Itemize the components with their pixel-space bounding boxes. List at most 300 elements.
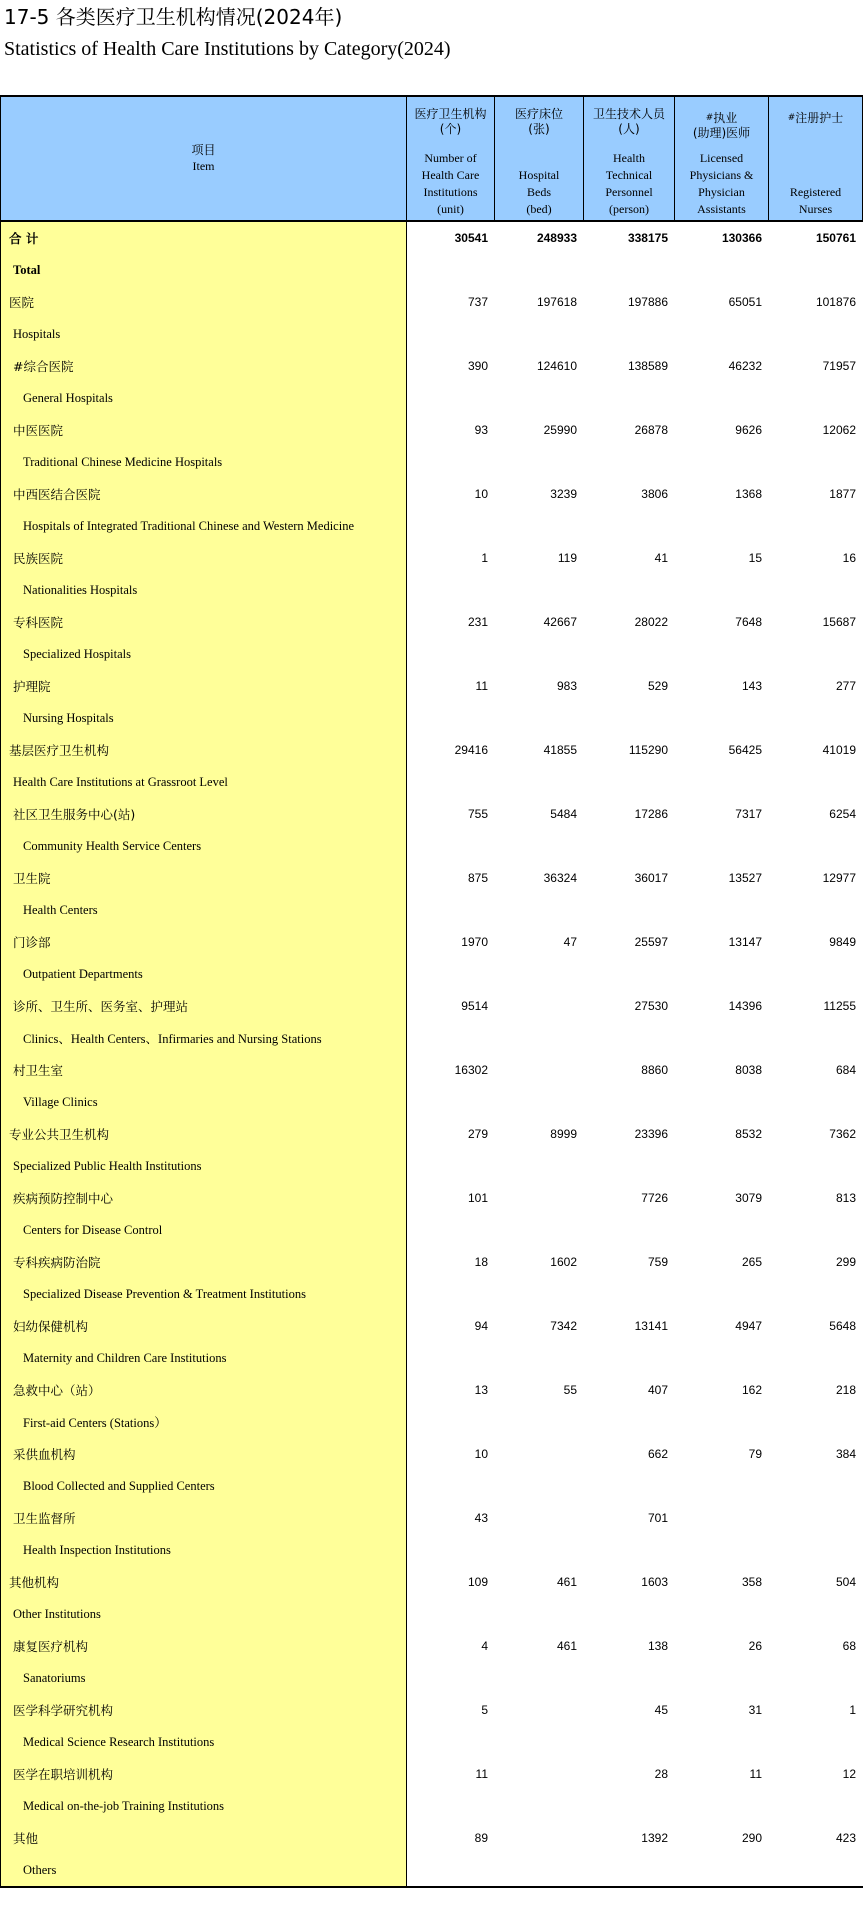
empty-cell [495, 1470, 584, 1502]
row-label-en: Nursing Hospitals [23, 710, 114, 725]
table-row-en [1, 1534, 863, 1566]
empty-cell [675, 1214, 769, 1246]
row-label-cn: 卫生监督所 [13, 1511, 76, 1526]
row-label-cn-cell [1, 542, 407, 574]
value-cell: 16 [769, 542, 863, 574]
row-label-en-cell [1, 254, 407, 286]
value-cell: 4947 [675, 1310, 769, 1342]
value-cell: 16302 [407, 1054, 495, 1086]
table-row-en [1, 1662, 863, 1694]
table-row [1, 1118, 863, 1150]
empty-cell [584, 766, 675, 798]
value-cell [769, 1502, 863, 1534]
row-label-en-cell [1, 1086, 407, 1118]
row-label-en-cell [1, 1534, 407, 1566]
empty-cell [769, 1086, 863, 1118]
value-cell: 93 [407, 414, 495, 446]
row-label-en: Nationalities Hospitals [23, 582, 138, 597]
value-cell: 11 [407, 670, 495, 702]
empty-cell [769, 1406, 863, 1438]
value-cell: 150761 [769, 221, 863, 254]
row-label-en-cell [1, 1278, 407, 1310]
row-label-en: Others [23, 1862, 57, 1877]
row-label-en-cell [1, 382, 407, 414]
value-cell [495, 1182, 584, 1214]
page-title-en: Statistics of Health Care Institutions by Category(2024) [4, 38, 451, 60]
empty-cell [769, 254, 863, 286]
empty-cell [675, 1790, 769, 1822]
value-cell: 65051 [675, 286, 769, 318]
row-label-cn-cell [1, 862, 407, 894]
empty-cell [769, 1598, 863, 1630]
header-nurses-cn [788, 111, 844, 126]
value-cell [495, 990, 584, 1022]
table-row [1, 1246, 863, 1278]
value-cell: 109 [407, 1566, 495, 1598]
header-nurses-mark: # [787, 113, 796, 123]
value-cell: 13527 [675, 862, 769, 894]
row-label-cn-cell [1, 350, 407, 382]
empty-cell [584, 702, 675, 734]
empty-cell [495, 1086, 584, 1118]
table-row [1, 1054, 863, 1086]
row-label-cn: 民族医院 [13, 551, 64, 566]
header-institutions-cn: 医疗卫生机构 (个) [414, 107, 487, 136]
value-cell: 1368 [675, 478, 769, 510]
value-cell: 218 [769, 1374, 863, 1406]
row-label-en: Traditional Chinese Medicine Hospitals [23, 454, 223, 469]
value-cell: 299 [769, 1246, 863, 1278]
value-cell: 43 [407, 1502, 495, 1534]
value-cell: 115290 [584, 734, 675, 766]
value-cell: 9514 [407, 990, 495, 1022]
empty-cell [769, 766, 863, 798]
table-row [1, 221, 863, 254]
row-label-cn-cell [1, 1374, 407, 1406]
row-label-en-cell [1, 958, 407, 990]
row-label-en: Maternity and Children Care Institutions [23, 1350, 227, 1365]
empty-cell [495, 638, 584, 670]
empty-cell [675, 1406, 769, 1438]
empty-cell [769, 318, 863, 350]
empty-cell [769, 510, 863, 542]
header-nurses-en: Registered Nurses [789, 185, 842, 216]
value-cell: 7342 [495, 1310, 584, 1342]
row-label-en: Other Institutions [13, 1606, 101, 1621]
empty-cell [584, 638, 675, 670]
value-cell: 26878 [584, 414, 675, 446]
empty-cell [584, 1790, 675, 1822]
table-row-en [1, 958, 863, 990]
empty-cell [675, 1086, 769, 1118]
page-title-cn: 17-5 各类医疗卫生机构情况(2024年) [4, 5, 343, 29]
table-row-en [1, 510, 863, 542]
value-cell: 130366 [675, 221, 769, 254]
value-cell: 79 [675, 1438, 769, 1470]
table-row [1, 1438, 863, 1470]
value-cell: 8999 [495, 1118, 584, 1150]
row-label-en: Health Care Institutions at Grassroot Level [13, 774, 228, 789]
empty-cell [407, 702, 495, 734]
empty-cell [675, 1022, 769, 1054]
empty-cell [407, 254, 495, 286]
row-label-en: Hospitals [13, 326, 61, 341]
value-cell: 29416 [407, 734, 495, 766]
empty-cell [495, 1598, 584, 1630]
table-row-en [1, 1278, 863, 1310]
value-cell: 55 [495, 1374, 584, 1406]
empty-cell [495, 830, 584, 862]
value-cell: 36017 [584, 862, 675, 894]
value-cell: 277 [769, 670, 863, 702]
value-cell: 1877 [769, 478, 863, 510]
header-physicians-cn-b: (助理)医师 [692, 126, 751, 140]
empty-cell [675, 1854, 769, 1887]
row-label-cn: 诊所、卫生所、医务室、护理站 [13, 999, 189, 1014]
empty-cell [495, 1406, 584, 1438]
value-cell: 1603 [584, 1566, 675, 1598]
row-label-en-cell [1, 1342, 407, 1374]
value-cell: 461 [495, 1566, 584, 1598]
empty-cell [675, 894, 769, 926]
empty-cell [407, 1662, 495, 1694]
value-cell: 13 [407, 1374, 495, 1406]
value-cell: 755 [407, 798, 495, 830]
row-label-en-cell [1, 1726, 407, 1758]
row-label-cn-cell [1, 1310, 407, 1342]
empty-cell [407, 382, 495, 414]
value-cell: 737 [407, 286, 495, 318]
value-cell: 3079 [675, 1182, 769, 1214]
empty-cell [407, 318, 495, 350]
row-label-en: Medical on-the-job Training Institutions [23, 1798, 225, 1813]
empty-cell [769, 1854, 863, 1887]
table-row [1, 1310, 863, 1342]
value-cell: 12062 [769, 414, 863, 446]
value-cell: 9626 [675, 414, 769, 446]
value-cell: 30541 [407, 221, 495, 254]
header-item-cn: 项目 [191, 143, 216, 157]
value-cell: 1970 [407, 926, 495, 958]
value-cell: 1 [769, 1694, 863, 1726]
value-cell: 5648 [769, 1310, 863, 1342]
row-label-en-cell [1, 1150, 407, 1182]
empty-cell [769, 446, 863, 478]
row-label-cn: #综合医院 [13, 359, 74, 374]
table-row [1, 1502, 863, 1534]
value-cell: 423 [769, 1822, 863, 1854]
value-cell [495, 1694, 584, 1726]
value-cell: 1392 [584, 1822, 675, 1854]
row-label-cn-cell [1, 1502, 407, 1534]
table-row-en [1, 638, 863, 670]
row-label-en: General Hospitals [23, 390, 113, 405]
value-cell [495, 1054, 584, 1086]
value-cell: 13147 [675, 926, 769, 958]
empty-cell [675, 702, 769, 734]
table-row-en [1, 1470, 863, 1502]
row-label-en: Outpatient Departments [23, 966, 143, 981]
value-cell: 41019 [769, 734, 863, 766]
empty-cell [495, 1022, 584, 1054]
table-row-en [1, 446, 863, 478]
table-row [1, 350, 863, 382]
empty-cell [675, 638, 769, 670]
empty-cell [584, 1214, 675, 1246]
header-beds [495, 96, 584, 221]
empty-cell [584, 254, 675, 286]
row-label-cn: 其他 [13, 1831, 39, 1846]
row-label-en: Sanatoriums [23, 1670, 86, 1685]
value-cell: 384 [769, 1438, 863, 1470]
row-label-cn: 中西医结合医院 [13, 487, 101, 502]
empty-cell [675, 382, 769, 414]
row-label-cn: 合 计 [9, 231, 39, 246]
value-cell: 338175 [584, 221, 675, 254]
empty-cell [769, 1150, 863, 1182]
value-cell: 504 [769, 1566, 863, 1598]
value-cell: 7362 [769, 1118, 863, 1150]
row-label-cn-cell [1, 798, 407, 830]
row-label-en-cell [1, 1854, 407, 1887]
value-cell: 279 [407, 1118, 495, 1150]
row-label-en: Specialized Hospitals [23, 646, 131, 661]
empty-cell [675, 318, 769, 350]
empty-cell [675, 574, 769, 606]
value-cell: 197886 [584, 286, 675, 318]
value-cell: 94 [407, 1310, 495, 1342]
value-cell: 46232 [675, 350, 769, 382]
value-cell: 10 [407, 1438, 495, 1470]
empty-cell [675, 1726, 769, 1758]
table-row-en [1, 1150, 863, 1182]
empty-cell [675, 1534, 769, 1566]
value-cell: 662 [584, 1438, 675, 1470]
value-cell: 101876 [769, 286, 863, 318]
table-row-en [1, 766, 863, 798]
value-cell: 15 [675, 542, 769, 574]
row-label-cn: 门诊部 [13, 935, 51, 950]
empty-cell [584, 1470, 675, 1502]
header-nurses-cn-text: 注册护士 [795, 111, 844, 125]
row-label-en-cell [1, 1406, 407, 1438]
value-cell: 124610 [495, 350, 584, 382]
value-cell: 13141 [584, 1310, 675, 1342]
empty-cell [407, 1342, 495, 1374]
value-cell: 3239 [495, 478, 584, 510]
table-header-row [1, 96, 863, 221]
row-label-en-cell [1, 1790, 407, 1822]
row-label-cn: 医学科学研究机构 [13, 1703, 114, 1718]
row-label-en-cell [1, 1598, 407, 1630]
empty-cell [584, 318, 675, 350]
empty-cell [769, 1726, 863, 1758]
table-row [1, 542, 863, 574]
value-cell: 6254 [769, 798, 863, 830]
row-label-cn-cell [1, 1630, 407, 1662]
empty-cell [769, 1534, 863, 1566]
value-cell: 138 [584, 1630, 675, 1662]
value-cell: 529 [584, 670, 675, 702]
value-cell: 28022 [584, 606, 675, 638]
table-row [1, 286, 863, 318]
value-cell: 162 [675, 1374, 769, 1406]
table-row-en [1, 1726, 863, 1758]
empty-cell [407, 1470, 495, 1502]
value-cell: 36324 [495, 862, 584, 894]
row-label-en: First-aid Centers (Stations） [23, 1416, 167, 1430]
value-cell: 41855 [495, 734, 584, 766]
empty-cell [675, 1150, 769, 1182]
empty-cell [584, 574, 675, 606]
table-row-en [1, 830, 863, 862]
empty-cell [407, 1214, 495, 1246]
empty-cell [407, 894, 495, 926]
empty-cell [675, 1470, 769, 1502]
table-row [1, 478, 863, 510]
empty-cell [769, 894, 863, 926]
empty-cell [675, 766, 769, 798]
value-cell: 25990 [495, 414, 584, 446]
row-label-en-cell [1, 702, 407, 734]
row-label-cn-cell [1, 478, 407, 510]
row-label-en: Specialized Disease Prevention & Treatment Institutions [23, 1286, 306, 1301]
value-cell: 813 [769, 1182, 863, 1214]
value-cell: 684 [769, 1054, 863, 1086]
row-label-cn: 专科疾病防治院 [13, 1255, 101, 1270]
row-label-cn-cell [1, 1566, 407, 1598]
empty-cell [407, 1790, 495, 1822]
row-label-cn: 村卫生室 [13, 1063, 64, 1078]
empty-cell [495, 382, 584, 414]
empty-cell [407, 1150, 495, 1182]
header-personnel [584, 96, 675, 221]
value-cell: 138589 [584, 350, 675, 382]
empty-cell [407, 1022, 495, 1054]
empty-cell [584, 510, 675, 542]
value-cell: 14396 [675, 990, 769, 1022]
empty-cell [495, 574, 584, 606]
row-label-en-cell [1, 574, 407, 606]
empty-cell [407, 1534, 495, 1566]
row-label-cn: 妇幼保健机构 [13, 1319, 89, 1334]
header-personnel-cn: 卫生技术人员 (人) [592, 107, 665, 136]
value-cell: 23396 [584, 1118, 675, 1150]
table-row-en [1, 382, 863, 414]
empty-cell [495, 702, 584, 734]
table-row-en [1, 1598, 863, 1630]
value-cell: 41 [584, 542, 675, 574]
empty-cell [584, 382, 675, 414]
row-label-cn: 护理院 [13, 679, 51, 694]
empty-cell [769, 1470, 863, 1502]
row-label-cn-cell [1, 414, 407, 446]
value-cell: 231 [407, 606, 495, 638]
row-label-en-cell [1, 318, 407, 350]
row-label-cn-cell [1, 670, 407, 702]
empty-cell [675, 254, 769, 286]
header-physicians-cn [693, 111, 750, 141]
row-label-cn-cell [1, 1118, 407, 1150]
row-label-cn: 其他机构 [9, 1575, 60, 1590]
row-label-cn-cell [1, 734, 407, 766]
empty-cell [769, 1214, 863, 1246]
value-cell: 12977 [769, 862, 863, 894]
empty-cell [675, 958, 769, 990]
table-row-en [1, 894, 863, 926]
empty-cell [407, 1278, 495, 1310]
header-item [1, 96, 407, 221]
row-label-en-cell [1, 638, 407, 670]
value-cell: 27530 [584, 990, 675, 1022]
value-cell: 1602 [495, 1246, 584, 1278]
table-row-en [1, 702, 863, 734]
row-label-cn-cell [1, 606, 407, 638]
value-cell: 119 [495, 542, 584, 574]
empty-cell [769, 702, 863, 734]
value-cell: 56425 [675, 734, 769, 766]
table-row [1, 414, 863, 446]
row-label-cn: 疾病预防控制中心 [13, 1191, 114, 1206]
row-label-en-cell [1, 830, 407, 862]
header-beds-en: Hospital Beds (bed) [518, 168, 560, 216]
empty-cell [584, 958, 675, 990]
header-item-en: Item [192, 159, 215, 173]
empty-cell [584, 1086, 675, 1118]
value-cell: 7726 [584, 1182, 675, 1214]
header-physicians [675, 96, 769, 221]
table-row [1, 1182, 863, 1214]
value-cell: 8532 [675, 1118, 769, 1150]
table-row-en [1, 254, 863, 286]
empty-cell [769, 1342, 863, 1374]
empty-cell [584, 830, 675, 862]
table-row-en [1, 1086, 863, 1118]
value-cell: 17286 [584, 798, 675, 830]
empty-cell [407, 510, 495, 542]
value-cell [495, 1438, 584, 1470]
row-label-cn: 急救中心（站） [13, 1383, 101, 1398]
value-cell: 407 [584, 1374, 675, 1406]
empty-cell [675, 1278, 769, 1310]
value-cell: 390 [407, 350, 495, 382]
empty-cell [584, 1406, 675, 1438]
row-label-en: Specialized Public Health Institutions [13, 1158, 202, 1173]
row-label-cn-cell [1, 1758, 407, 1790]
table-row-en [1, 318, 863, 350]
empty-cell [407, 1726, 495, 1758]
empty-cell [407, 958, 495, 990]
empty-cell [495, 1278, 584, 1310]
row-label-en: Village Clinics [23, 1094, 98, 1109]
value-cell [495, 1502, 584, 1534]
value-cell: 1 [407, 542, 495, 574]
value-cell: 45 [584, 1694, 675, 1726]
value-cell [495, 1822, 584, 1854]
header-physicians-cn-a: 执业 [713, 111, 738, 125]
table-body [1, 221, 863, 1887]
value-cell: 4 [407, 1630, 495, 1662]
empty-cell [495, 446, 584, 478]
empty-cell [495, 958, 584, 990]
value-cell: 8038 [675, 1054, 769, 1086]
value-cell: 5 [407, 1694, 495, 1726]
row-label-en-cell [1, 1022, 407, 1054]
empty-cell [495, 1790, 584, 1822]
empty-cell [407, 638, 495, 670]
row-label-cn: 专业公共卫生机构 [9, 1127, 110, 1142]
table-row [1, 990, 863, 1022]
